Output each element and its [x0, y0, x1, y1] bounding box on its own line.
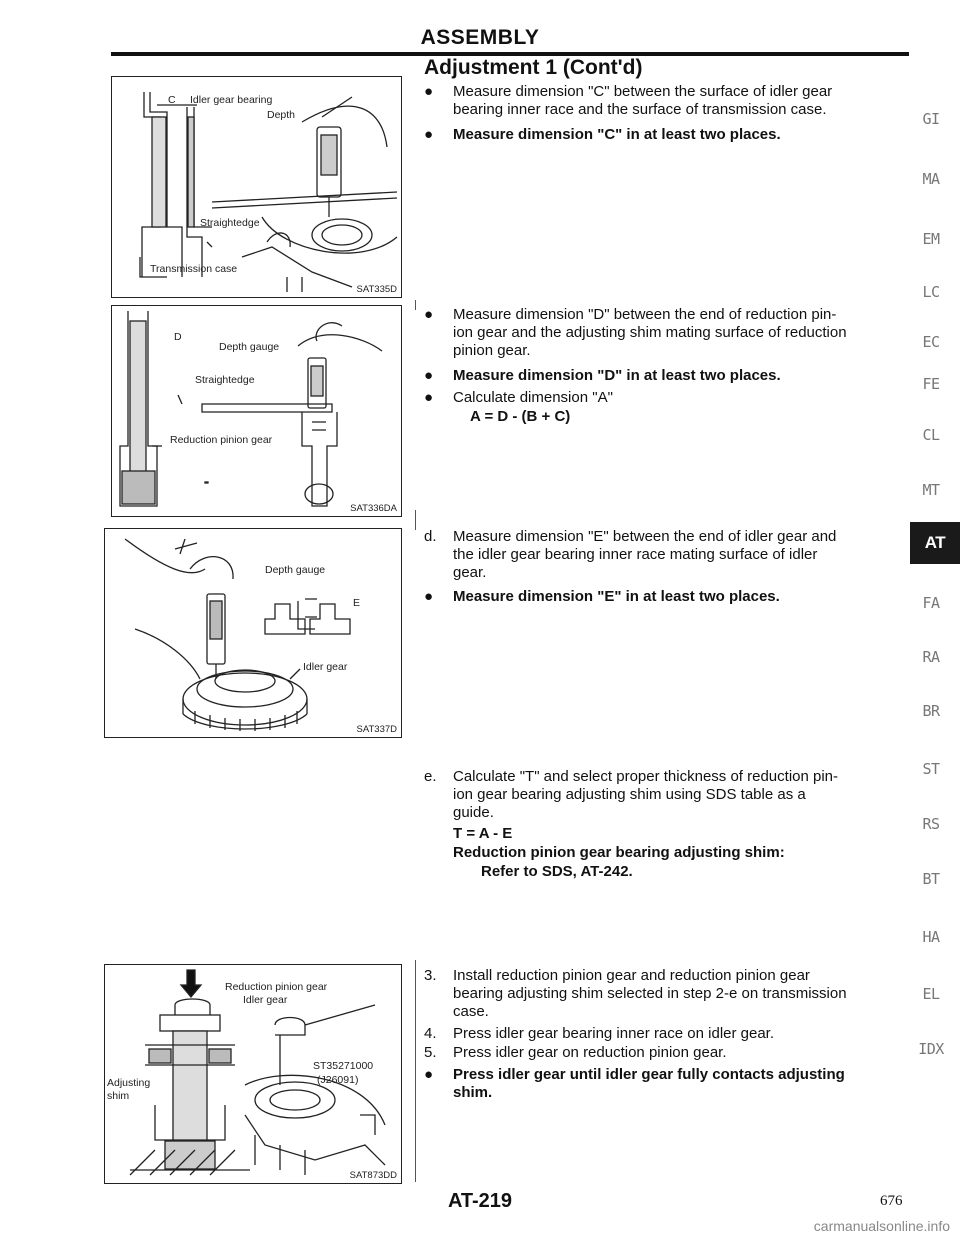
bullet-calculate-a	[424, 389, 910, 409]
page-code: AT-219	[447, 1190, 513, 1212]
bullet-text: Measure dimension "E" in at least two places.	[453, 588, 780, 605]
bullet-press-until-contact	[424, 1066, 910, 1104]
watermark: carmanualsonline.info	[813, 1218, 950, 1234]
index-tab-ha[interactable]: HA	[922, 928, 940, 946]
bullet-marker: ●	[424, 367, 434, 384]
bullet-text: Calculate dimension "A"	[453, 389, 613, 406]
bullet-line: ion gear and the adjusting shim mating surface of reduction	[453, 324, 847, 341]
index-tab-st[interactable]: ST	[922, 760, 940, 778]
bullet-marker: ●	[424, 588, 434, 605]
bullet-marker: ●	[424, 126, 434, 143]
bullet-text: Measure dimension "D" in at least two places.	[453, 367, 781, 384]
step-line: guide.	[453, 804, 494, 821]
fig4-label-adjusting: Adjusting	[107, 1077, 151, 1089]
step-text	[453, 528, 836, 582]
fig2-label-depth: Depth gauge	[219, 341, 280, 353]
bullet-line: Press idler gear until idler gear fully contacts adjusting	[453, 1066, 845, 1083]
index-tab-br[interactable]: BR	[922, 702, 940, 720]
step-4-press-inner-race	[424, 1025, 910, 1045]
page-number: 676	[880, 1193, 903, 1209]
fig4-label-idler: Idler gear	[243, 994, 288, 1006]
fig4-label-tool-alt: (J26091)	[317, 1074, 359, 1086]
step-line: case.	[453, 1003, 489, 1020]
column-separator	[415, 300, 416, 310]
step-text: Press idler gear bearing inner race on idler gear.	[453, 1025, 775, 1042]
fig2-code: SAT336DA	[350, 503, 397, 514]
step-e-calculate-t	[424, 768, 910, 824]
shim-reference-title: Reduction pinion gear bearing adjusting shim:	[453, 844, 785, 861]
column-separator	[415, 960, 416, 1182]
step-d-measure-e	[424, 528, 910, 584]
step-marker: 5.	[424, 1044, 437, 1061]
formula-a: A = D - (B + C)	[470, 408, 571, 425]
fig1-label-bearing: Idler gear bearing	[190, 94, 273, 106]
index-tab-cl[interactable]: CL	[922, 426, 940, 444]
bullet-line: bearing inner race and the surface of transmission case.	[453, 101, 827, 118]
shim-reference-link: Refer to SDS, AT-242.	[481, 863, 633, 880]
page-subtitle: Adjustment 1 (Cont'd)	[424, 56, 643, 79]
index-tab-ra[interactable]: RA	[922, 648, 940, 666]
step-line: Install reduction pinion gear and reduction pinion gear	[453, 967, 810, 984]
step-marker: 4.	[424, 1025, 437, 1042]
figure-pinion-gear-measure	[111, 305, 402, 517]
fig3-label-depth: Depth gauge	[265, 564, 326, 576]
bullet-marker: ●	[424, 306, 434, 323]
step-text	[453, 768, 838, 822]
fig4-label-pinion: Reduction pinion gear	[225, 981, 328, 993]
step-line: ion gear bearing adjusting shim using SDS table as a	[453, 786, 806, 803]
step-3-install	[424, 967, 910, 1023]
fig1-label-straightedge: Straightedge	[200, 217, 260, 229]
bullet-text	[453, 306, 847, 360]
bullet-marker: ●	[424, 1066, 434, 1083]
fig2-label-pinion: Reduction pinion gear	[170, 434, 273, 446]
fig2-label-d: D	[174, 331, 182, 343]
index-tab-fe[interactable]: FE	[922, 375, 940, 393]
index-tab-at[interactable]: AT	[910, 522, 960, 564]
fig1-label-case: Transmission case	[150, 263, 238, 275]
step-line: Measure dimension "E" between the end of idler gear and	[453, 528, 837, 545]
column-separator	[415, 510, 416, 530]
step-line: the idler gear bearing inner race mating surface of idler	[453, 546, 818, 563]
bullet-text	[453, 83, 832, 119]
fig4-label-shim: shim	[107, 1090, 130, 1102]
step-marker: e.	[424, 768, 437, 785]
figure-2-drawing	[112, 306, 401, 516]
figure-idler-bearing-measure	[111, 76, 402, 298]
bullet-line: pinion gear.	[453, 342, 531, 359]
bullet-line: Measure dimension "D" between the end of reduction pin-	[453, 306, 837, 323]
index-tab-mt[interactable]: MT	[922, 481, 940, 499]
fig4-code: SAT873DD	[349, 1170, 397, 1181]
index-tab-idx[interactable]: IDX	[918, 1040, 944, 1058]
fig3-code: SAT337D	[356, 724, 397, 735]
step-line: Calculate "T" and select proper thickness of reduction pin-	[453, 768, 839, 785]
bullet-measure-e-places	[424, 588, 910, 608]
bullet-measure-d-places	[424, 367, 910, 387]
bullet-measure-d	[424, 306, 910, 362]
step-text	[453, 967, 847, 1021]
step-line: bearing adjusting shim selected in step 2-e on transmission	[453, 985, 847, 1002]
figure-install-pinion-gear	[104, 964, 402, 1184]
section-title: ASSEMBLY	[420, 26, 540, 49]
bullet-marker: ●	[424, 83, 434, 100]
fig1-code: SAT335D	[356, 284, 397, 295]
bullet-text	[453, 1066, 845, 1102]
step-line: gear.	[453, 564, 487, 581]
bullet-text: Measure dimension "C" in at least two places.	[453, 126, 781, 143]
step-marker: 3.	[424, 967, 437, 984]
bullet-measure-c-places	[424, 126, 910, 146]
index-tab-em[interactable]: EM	[922, 230, 940, 248]
index-tab-gi[interactable]: GI	[922, 110, 940, 128]
step-5-press-idler	[424, 1044, 910, 1064]
bullet-line: shim.	[453, 1084, 493, 1101]
index-tab-fa[interactable]: FA	[922, 594, 940, 612]
index-tab-ec[interactable]: EC	[922, 333, 940, 351]
fig1-label-depth: Depth	[267, 109, 296, 121]
bullet-line: Measure dimension "C" between the surface of idler gear	[453, 83, 833, 100]
step-marker: d.	[424, 528, 437, 545]
bullet-measure-c	[424, 83, 910, 121]
index-tab-ma[interactable]: MA	[922, 170, 940, 188]
fig3-label-idler: Idler gear	[303, 661, 348, 673]
fig2-label-straightedge: Straightedge	[195, 374, 255, 386]
bullet-marker: ●	[424, 389, 434, 406]
fig3-label-e: E	[353, 597, 361, 609]
fig1-label-c: C	[168, 94, 176, 106]
figure-idler-gear-measure	[104, 528, 402, 738]
index-tab-rs[interactable]: RS	[922, 815, 940, 833]
index-tab-el[interactable]: EL	[922, 985, 940, 1003]
figure-3-drawing	[105, 529, 401, 737]
index-tab-lc[interactable]: LC	[922, 283, 940, 301]
step-text: Press idler gear on reduction pinion gear.	[453, 1044, 727, 1061]
fig4-label-tool: ST35271000	[313, 1060, 374, 1072]
formula-t: T = A - E	[453, 825, 513, 842]
index-tab-bt[interactable]: BT	[922, 870, 940, 888]
